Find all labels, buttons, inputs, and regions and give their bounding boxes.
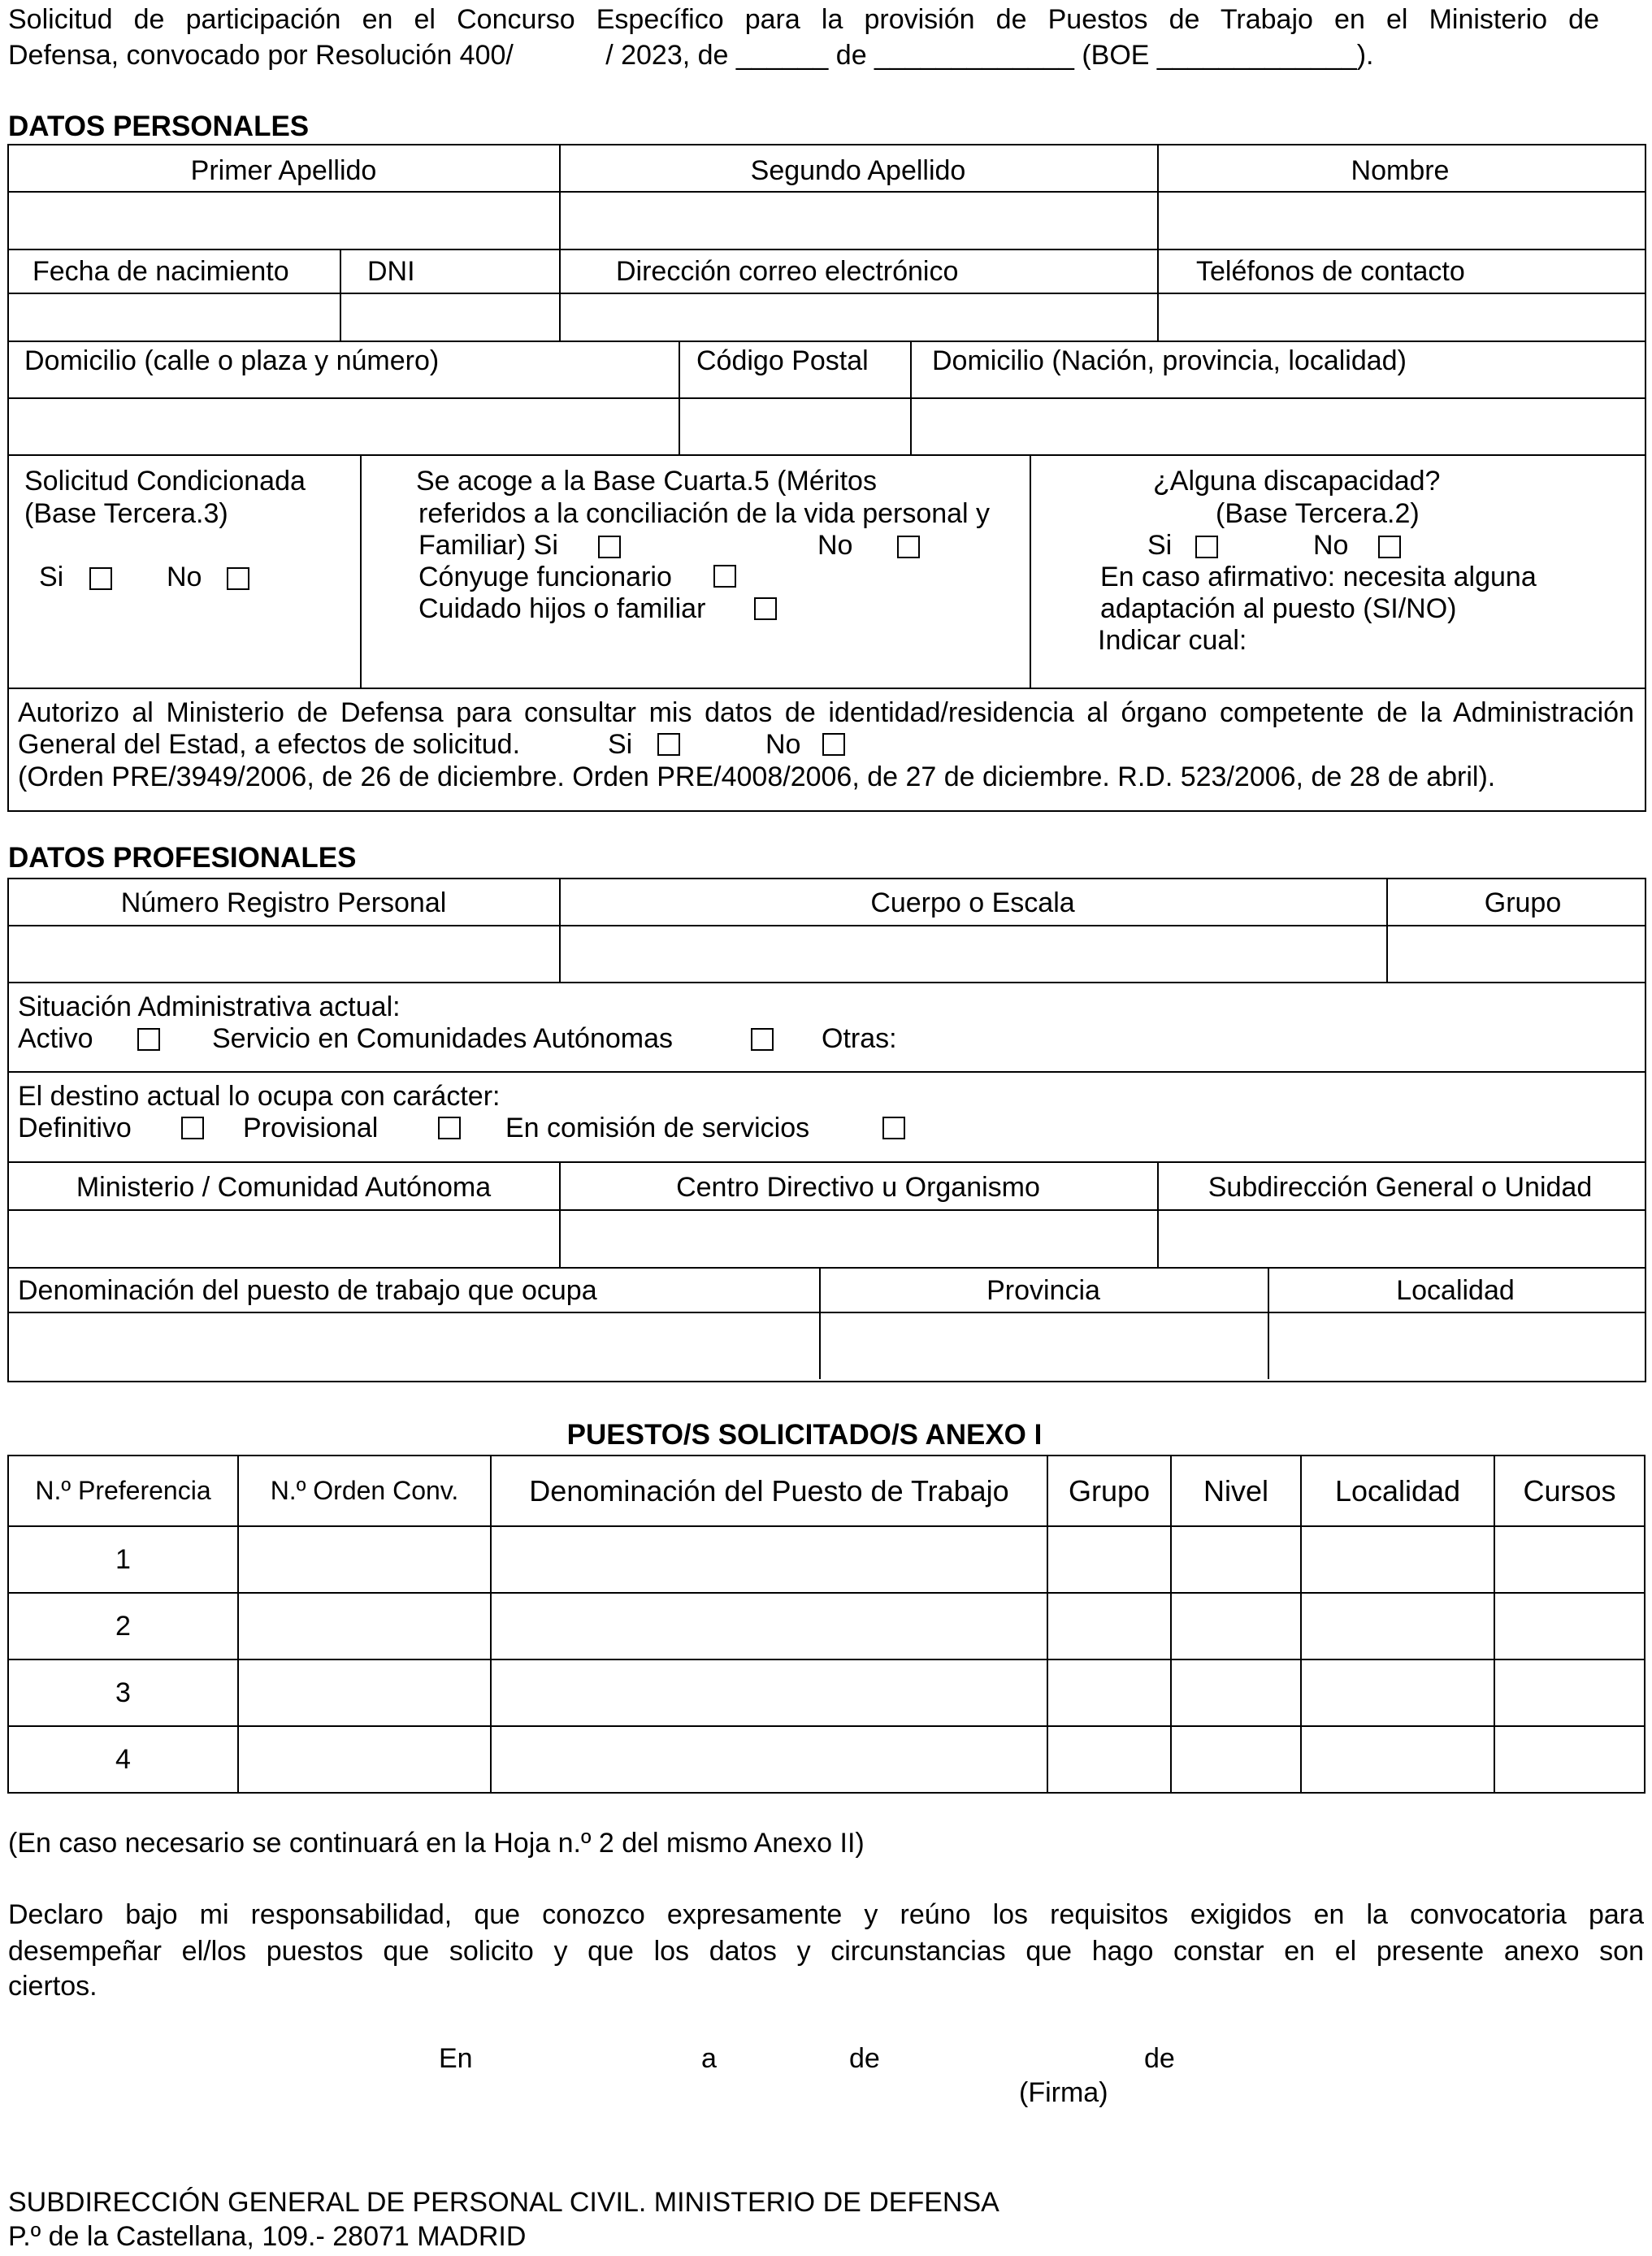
table-row bbox=[8, 1593, 1645, 1659]
base-cuarta-line-3: Familiar) Si bbox=[418, 530, 558, 561]
fecha-a: a bbox=[701, 2043, 717, 2074]
autorizo-line-1: Autorizo al Ministerio de Defensa para consultar mis datos de identidad/residencia al órgano competente de la Administración bbox=[18, 697, 1634, 728]
dni-label: DNI bbox=[367, 256, 415, 287]
intro-line-1: Solicitud de participación en el Concurso Específico para la provisión de Puestos de Trabajo en el Ministerio de bbox=[8, 4, 1599, 35]
cell-grupo[interactable] bbox=[1047, 1659, 1171, 1726]
discapacidad-base: (Base Tercera.2) bbox=[1216, 498, 1420, 529]
cell-localidad[interactable] bbox=[1301, 1726, 1494, 1793]
declaro-line-3: ciertos. bbox=[8, 1971, 98, 2002]
rule bbox=[360, 454, 362, 688]
destino-label: El destino actual lo ocupa con carácter: bbox=[18, 1081, 501, 1112]
cuerpo-label: Cuerpo o Escala bbox=[870, 887, 1075, 918]
cell-orden[interactable] bbox=[238, 1659, 491, 1726]
domicilio-nacion-field[interactable] bbox=[913, 399, 1642, 453]
cell-orden[interactable] bbox=[238, 1593, 491, 1659]
discapacidad-no-label: No bbox=[1313, 530, 1349, 561]
cell-cursos[interactable] bbox=[1494, 1726, 1645, 1793]
rule bbox=[7, 1161, 1645, 1163]
fecha-nacimiento-field[interactable] bbox=[9, 294, 338, 339]
puestos-header-row bbox=[8, 1456, 1645, 1526]
nombre-label: Nombre bbox=[1351, 155, 1450, 186]
fecha-nacimiento-label: Fecha de nacimiento bbox=[33, 256, 289, 287]
rule bbox=[1030, 454, 1031, 688]
ministerio-label: Ministerio / Comunidad Autónoma bbox=[76, 1172, 492, 1203]
email-label: Dirección correo electrónico bbox=[616, 256, 959, 287]
autorizo-si-checkbox[interactable] bbox=[657, 733, 680, 756]
codigo-postal-label: Código Postal bbox=[696, 345, 869, 376]
provisional-label: Provisional bbox=[243, 1113, 379, 1143]
discapacidad-si-label: Si bbox=[1147, 530, 1173, 561]
primer-apellido-field[interactable] bbox=[9, 193, 558, 247]
conyuge-checkbox[interactable] bbox=[713, 565, 736, 588]
provisional-checkbox[interactable] bbox=[438, 1117, 461, 1139]
header-denominacion: Denominación del Puesto de Trabajo bbox=[491, 1456, 1047, 1526]
cell-denominacion[interactable] bbox=[491, 1726, 1047, 1793]
servicio-ca-checkbox[interactable] bbox=[751, 1028, 774, 1051]
autorizo-line-3: (Orden PRE/3949/2006, de 26 de diciembre. Orden PRE/4008/2006, de 27 de diciembre. R.D. 523/2006, de 28 de abril). bbox=[18, 761, 1496, 792]
servicio-ca-label: Servicio en Comunidades Autónomas bbox=[212, 1023, 673, 1054]
centro-field[interactable] bbox=[562, 1212, 1156, 1265]
autorizo-no-checkbox[interactable] bbox=[822, 733, 845, 756]
cell-denominacion[interactable] bbox=[491, 1659, 1047, 1726]
condicionada-no-label: No bbox=[167, 562, 202, 592]
otras-label: Otras: bbox=[822, 1023, 897, 1054]
declaro-line-1: Declaro bajo mi responsabilidad, que conozco expresamente y reúno los requisitos exigidos en la convocatoria para bbox=[8, 1899, 1644, 1930]
table-row bbox=[8, 1526, 1645, 1593]
condicionada-si-label: Si bbox=[39, 562, 64, 592]
rule bbox=[7, 1267, 1645, 1269]
cell-nivel[interactable] bbox=[1171, 1593, 1301, 1659]
rule bbox=[7, 191, 1645, 193]
rule bbox=[7, 925, 1645, 926]
firma-label: (Firma) bbox=[1019, 2077, 1108, 2108]
rule bbox=[7, 454, 1645, 456]
provincia-label: Provincia bbox=[986, 1275, 1100, 1306]
definitivo-label: Definitivo bbox=[18, 1113, 132, 1143]
rule bbox=[340, 249, 341, 341]
grupo-field[interactable] bbox=[1389, 927, 1642, 980]
row-preferencia: 1 bbox=[8, 1526, 238, 1593]
comision-label: En comisión de servicios bbox=[505, 1113, 810, 1143]
discapacidad-label: ¿Alguna discapacidad? bbox=[1153, 466, 1441, 497]
rule bbox=[679, 341, 680, 454]
activo-checkbox[interactable] bbox=[137, 1028, 160, 1051]
cell-denominacion[interactable] bbox=[491, 1593, 1047, 1659]
conyuge-label: Cónyuge funcionario bbox=[418, 562, 672, 592]
puestos-table bbox=[7, 1455, 1645, 1794]
fecha-de-2: de bbox=[1144, 2043, 1175, 2074]
condicionada-base: (Base Tercera.3) bbox=[24, 498, 228, 529]
ministerio-field[interactable] bbox=[9, 1212, 558, 1265]
base-cuarta-line-2: referidos a la conciliación de la vida personal y bbox=[418, 498, 991, 529]
primer-apellido-label: Primer Apellido bbox=[190, 155, 377, 186]
centro-label: Centro Directivo u Organismo bbox=[676, 1172, 1040, 1203]
rule bbox=[7, 249, 1645, 250]
cell-orden[interactable] bbox=[238, 1726, 491, 1793]
definitivo-checkbox[interactable] bbox=[181, 1117, 204, 1139]
segundo-apellido-label: Segundo Apellido bbox=[750, 155, 966, 186]
cuerpo-field[interactable] bbox=[562, 927, 1385, 980]
nrp-field[interactable] bbox=[9, 927, 558, 980]
cuidado-checkbox[interactable] bbox=[754, 597, 777, 620]
header-cursos: Cursos bbox=[1494, 1456, 1645, 1526]
rule bbox=[559, 249, 561, 341]
subdireccion-field[interactable] bbox=[1160, 1212, 1642, 1265]
rule bbox=[7, 1312, 1645, 1313]
localidad-field[interactable] bbox=[1270, 1314, 1642, 1377]
domicilio-label: Domicilio (calle o plaza y número) bbox=[24, 345, 440, 376]
autorizo-si-label: Si bbox=[608, 729, 633, 760]
cell-nivel[interactable] bbox=[1171, 1526, 1301, 1593]
cuidado-label: Cuidado hijos o familiar bbox=[418, 593, 706, 624]
table-row bbox=[8, 1726, 1645, 1793]
telefonos-label: Teléfonos de contacto bbox=[1196, 256, 1465, 287]
situacion-label: Situación Administrativa actual: bbox=[18, 991, 401, 1022]
nombre-field[interactable] bbox=[1160, 193, 1642, 247]
cell-grupo[interactable] bbox=[1047, 1726, 1171, 1793]
header-nivel: Nivel bbox=[1171, 1456, 1301, 1526]
domicilio-field[interactable] bbox=[9, 399, 677, 453]
table-row bbox=[8, 1659, 1645, 1726]
cell-localidad[interactable] bbox=[1301, 1593, 1494, 1659]
discapacidad-line-3: En caso afirmativo: necesita alguna bbox=[1100, 562, 1537, 592]
rule bbox=[910, 341, 912, 454]
cell-grupo[interactable] bbox=[1047, 1593, 1171, 1659]
segundo-apellido-field[interactable] bbox=[562, 193, 1156, 247]
subdireccion-label: Subdirección General o Unidad bbox=[1208, 1172, 1593, 1203]
row-preferencia: 2 bbox=[8, 1593, 238, 1659]
condicionada-no-checkbox[interactable] bbox=[227, 567, 249, 590]
base-cuarta-no-checkbox[interactable] bbox=[897, 536, 920, 558]
denominacion-label: Denominación del puesto de trabajo que ocupa bbox=[18, 1275, 597, 1306]
personal-section-title: DATOS PERSONALES bbox=[8, 111, 310, 142]
provincia-field[interactable] bbox=[822, 1314, 1266, 1377]
rule bbox=[7, 982, 1645, 983]
condicionada-si-checkbox[interactable] bbox=[89, 567, 112, 590]
cell-localidad[interactable] bbox=[1301, 1659, 1494, 1726]
telefonos-field[interactable] bbox=[1160, 294, 1642, 339]
rule bbox=[7, 341, 1645, 342]
cell-cursos[interactable] bbox=[1494, 1593, 1645, 1659]
discapacidad-si-checkbox[interactable] bbox=[1195, 536, 1218, 558]
discapacidad-line-4: adaptación al puesto (SI/NO) bbox=[1100, 593, 1457, 624]
discapacidad-line-5: Indicar cual: bbox=[1098, 625, 1247, 656]
lugar-en: En bbox=[439, 2043, 473, 2074]
declaro-line-2: desempeñar el/los puestos que solicito y que los datos y circunstancias que hago constar en el presente anexo son bbox=[8, 1936, 1644, 1967]
rule bbox=[7, 1209, 1645, 1211]
cell-orden[interactable] bbox=[238, 1526, 491, 1593]
nrp-label: Número Registro Personal bbox=[120, 887, 447, 918]
activo-label: Activo bbox=[18, 1023, 93, 1054]
puestos-section-title: PUESTO/S SOLICITADO/S ANEXO I bbox=[566, 1419, 1043, 1451]
intro-line-2: Defensa, convocado por Resolución 400/ / 2023, de ______ de _____________ (BOE _____________). bbox=[8, 40, 1374, 71]
codigo-postal-field[interactable] bbox=[681, 399, 908, 453]
rule bbox=[7, 688, 1645, 689]
base-cuarta-si-checkbox[interactable] bbox=[598, 536, 621, 558]
cell-denominacion[interactable] bbox=[491, 1526, 1047, 1593]
cell-grupo[interactable] bbox=[1047, 1526, 1171, 1593]
base-cuarta-no-label: No bbox=[817, 530, 853, 561]
base-cuarta-line-1: Se acoge a la Base Cuarta.5 (Méritos bbox=[416, 466, 877, 497]
autorizo-line-2: General del Estad, a efectos de solicitud. bbox=[18, 729, 521, 760]
fecha-de-1: de bbox=[849, 2043, 880, 2074]
header-grupo: Grupo bbox=[1047, 1456, 1171, 1526]
subdireccion-footer-2: P.º de la Castellana, 109.- 28071 MADRID bbox=[8, 2221, 527, 2252]
comision-checkbox[interactable] bbox=[882, 1117, 905, 1139]
header-localidad: Localidad bbox=[1301, 1456, 1494, 1526]
cell-cursos[interactable] bbox=[1494, 1526, 1645, 1593]
header-preferencia: N.º Preferencia bbox=[8, 1456, 238, 1526]
row-preferencia: 4 bbox=[8, 1726, 238, 1793]
localidad-label: Localidad bbox=[1396, 1275, 1515, 1306]
continua-note: (En caso necesario se continuará en la Hoja n.º 2 del mismo Anexo II) bbox=[8, 1828, 865, 1859]
condicionada-label: Solicitud Condicionada bbox=[24, 466, 306, 497]
cell-cursos[interactable] bbox=[1494, 1659, 1645, 1726]
row-preferencia: 3 bbox=[8, 1659, 238, 1726]
cell-localidad[interactable] bbox=[1301, 1526, 1494, 1593]
discapacidad-no-checkbox[interactable] bbox=[1378, 536, 1401, 558]
autorizo-no-label: No bbox=[765, 729, 801, 760]
dni-field[interactable] bbox=[342, 294, 557, 339]
header-orden: N.º Orden Conv. bbox=[238, 1456, 491, 1526]
email-field[interactable] bbox=[562, 294, 1156, 339]
rule bbox=[7, 1071, 1645, 1073]
domicilio-nacion-label: Domicilio (Nación, provincia, localidad) bbox=[932, 345, 1407, 376]
grupo-label: Grupo bbox=[1484, 887, 1562, 918]
subdireccion-footer-1: SUBDIRECCIÓN GENERAL DE PERSONAL CIVIL. MINISTERIO DE DEFENSA bbox=[8, 2187, 999, 2218]
professional-section-title: DATOS PROFESIONALES bbox=[8, 842, 357, 874]
cell-nivel[interactable] bbox=[1171, 1726, 1301, 1793]
cell-nivel[interactable] bbox=[1171, 1659, 1301, 1726]
denominacion-field[interactable] bbox=[9, 1314, 817, 1377]
